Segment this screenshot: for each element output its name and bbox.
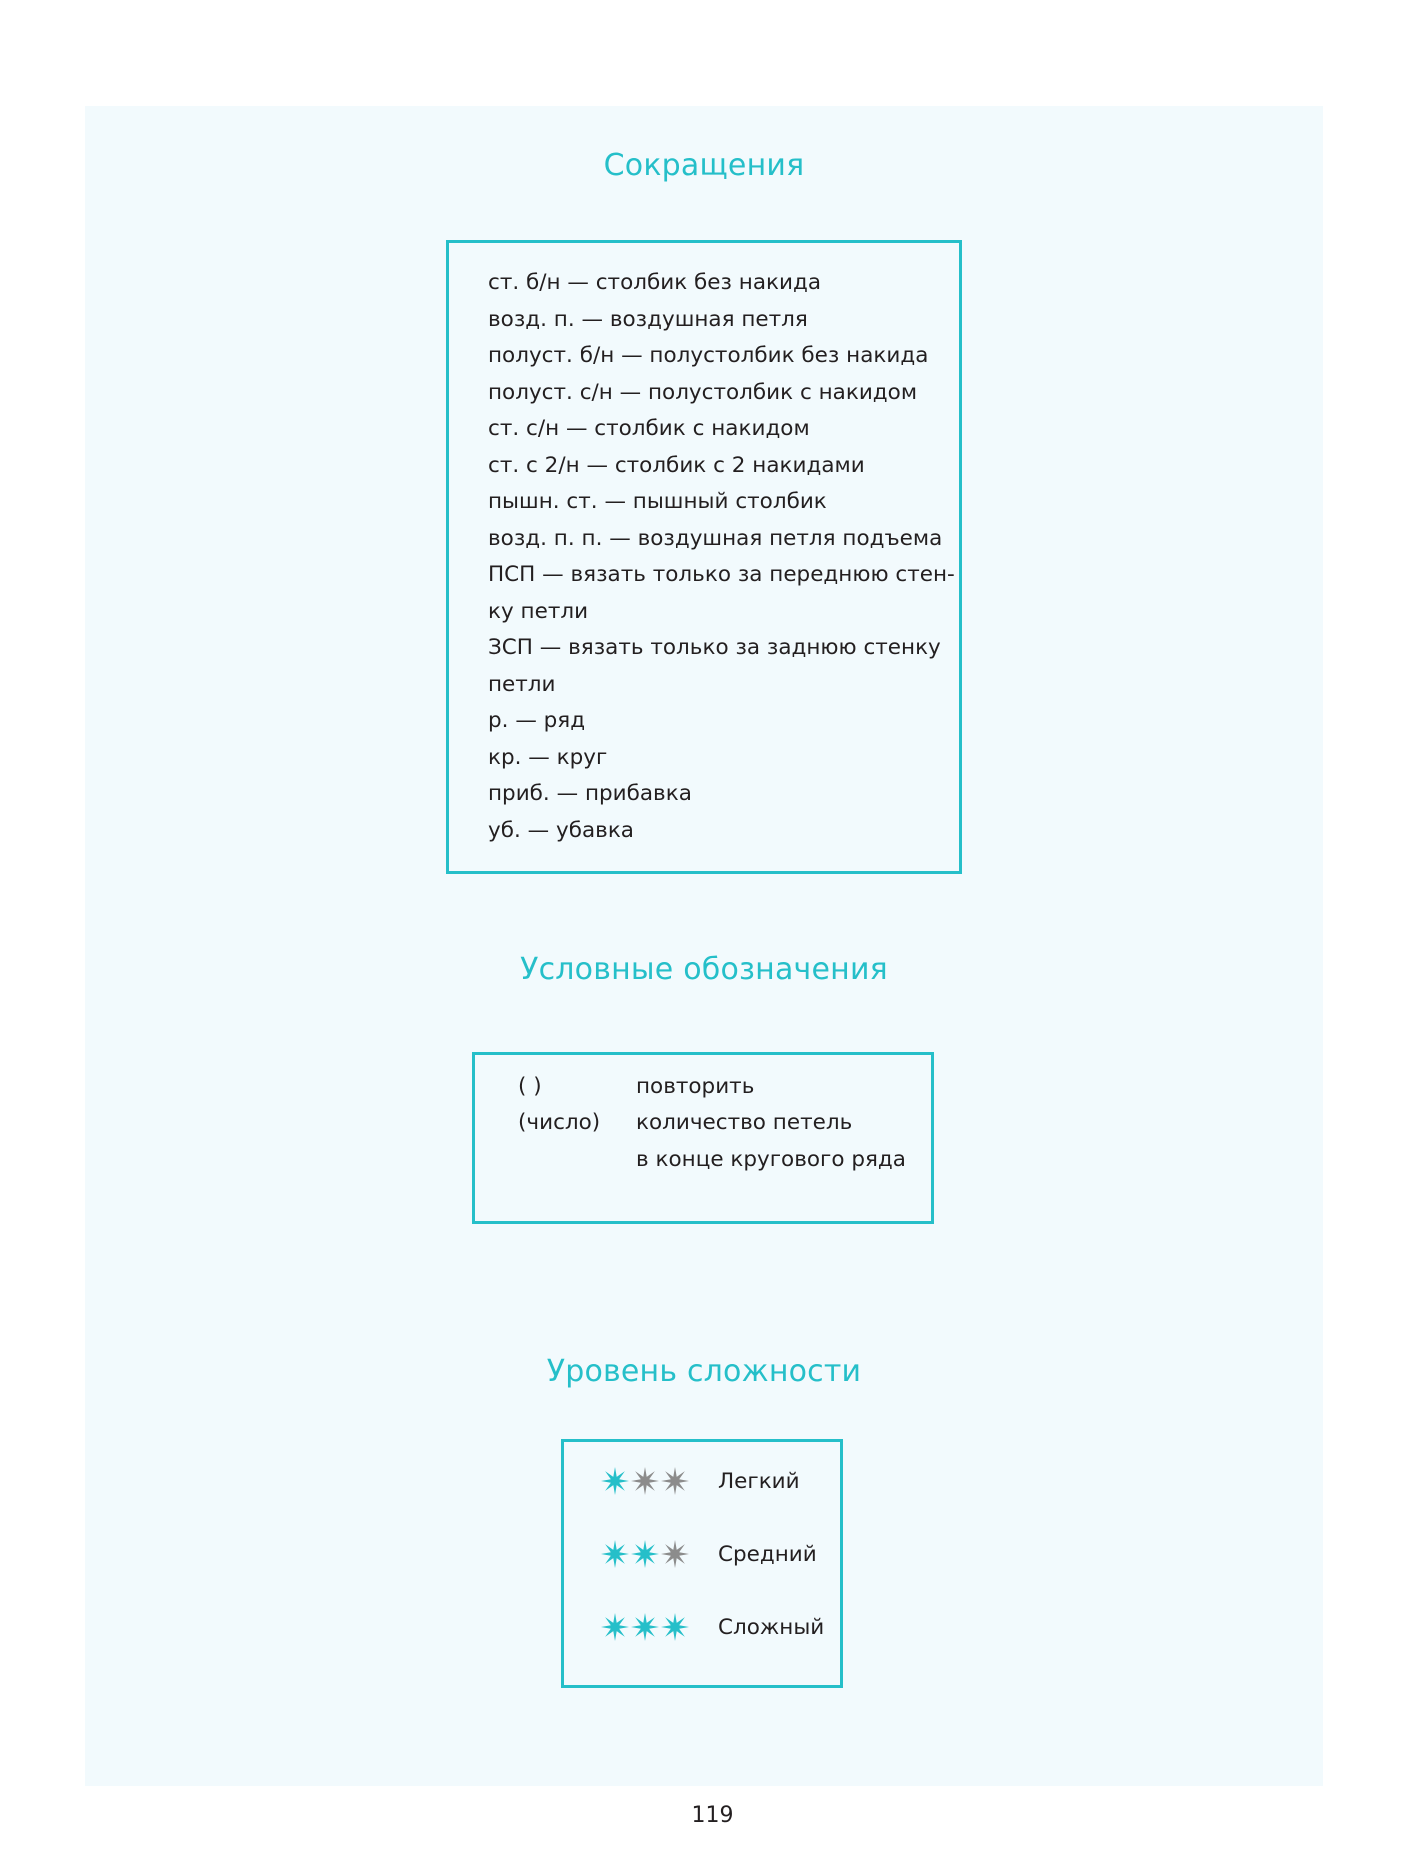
abbreviation-item: ст. с 2/н — столбик с 2 накидами [488,452,865,478]
symbol-row [518,1142,906,1179]
star-filled-icon [600,1612,630,1642]
abbreviation-item: петли [488,671,556,697]
abbreviation-item: пышн. ст. — пышный столбик [488,489,827,514]
symbol-key: (число) [518,1110,601,1135]
difficulty-row-medium [600,1534,817,1574]
star-filled-icon [600,1466,630,1496]
abbreviations-heading: Сокращения [603,148,805,183]
abbreviation-item: кр. — круг [488,744,608,770]
star-empty-icon [660,1466,690,1496]
abbreviation-item: полуст. б/н — полустолбик без накида [488,343,929,368]
abbreviation-item: возд. п. — воздушная петля [488,306,808,332]
star-empty-icon [630,1466,660,1496]
difficulty-row-easy [600,1461,800,1501]
abbreviation-item: приб. — прибавка [488,781,692,806]
star-filled-icon [630,1612,660,1642]
difficulty-label: Средний [718,1541,817,1567]
symbols-box [472,1052,934,1224]
symbol-value: количество петель [636,1110,853,1135]
star-empty-icon [660,1539,690,1569]
abbreviation-item: полуст. с/н — полустолбик с накидом [488,379,918,405]
symbol-row [518,1069,754,1106]
abbreviation-item: ЗСП — вязать только за заднюю стенку [488,635,941,660]
abbreviation-item: возд. п. п. — воздушная петля подъема [488,525,943,551]
symbol-value: повторить [636,1074,755,1099]
difficulty-heading: Уровень сложности [546,1354,862,1389]
content-panel [85,106,1323,1786]
difficulty-stars [600,1612,718,1642]
difficulty-row-hard [600,1607,824,1647]
difficulty-label: Сложный [718,1614,825,1640]
abbreviation-item: ку петли [488,598,589,624]
star-filled-icon [630,1539,660,1569]
abbreviations-list [488,265,955,849]
symbols-heading: Условные обозначения [520,952,888,987]
difficulty-stars [600,1539,718,1569]
star-filled-icon [660,1612,690,1642]
abbreviation-item: уб. — убавка [488,817,634,843]
abbreviation-item: ПСП — вязать только за переднюю стен- [488,562,955,587]
symbol-row [518,1105,852,1142]
page-number: 119 [691,1803,734,1828]
abbreviation-item: р. — ряд [488,708,586,733]
star-filled-icon [600,1539,630,1569]
difficulty-stars [600,1466,718,1496]
difficulty-label: Легкий [718,1468,800,1494]
difficulty-box [561,1439,843,1688]
symbol-key: ( ) [518,1074,542,1099]
abbreviation-item: ст. б/н — столбик без накида [488,270,822,295]
abbreviation-item: ст. с/н — столбик с накидом [488,416,810,441]
abbreviations-box [446,240,962,874]
symbol-value: в конце кругового ряда [636,1147,906,1172]
